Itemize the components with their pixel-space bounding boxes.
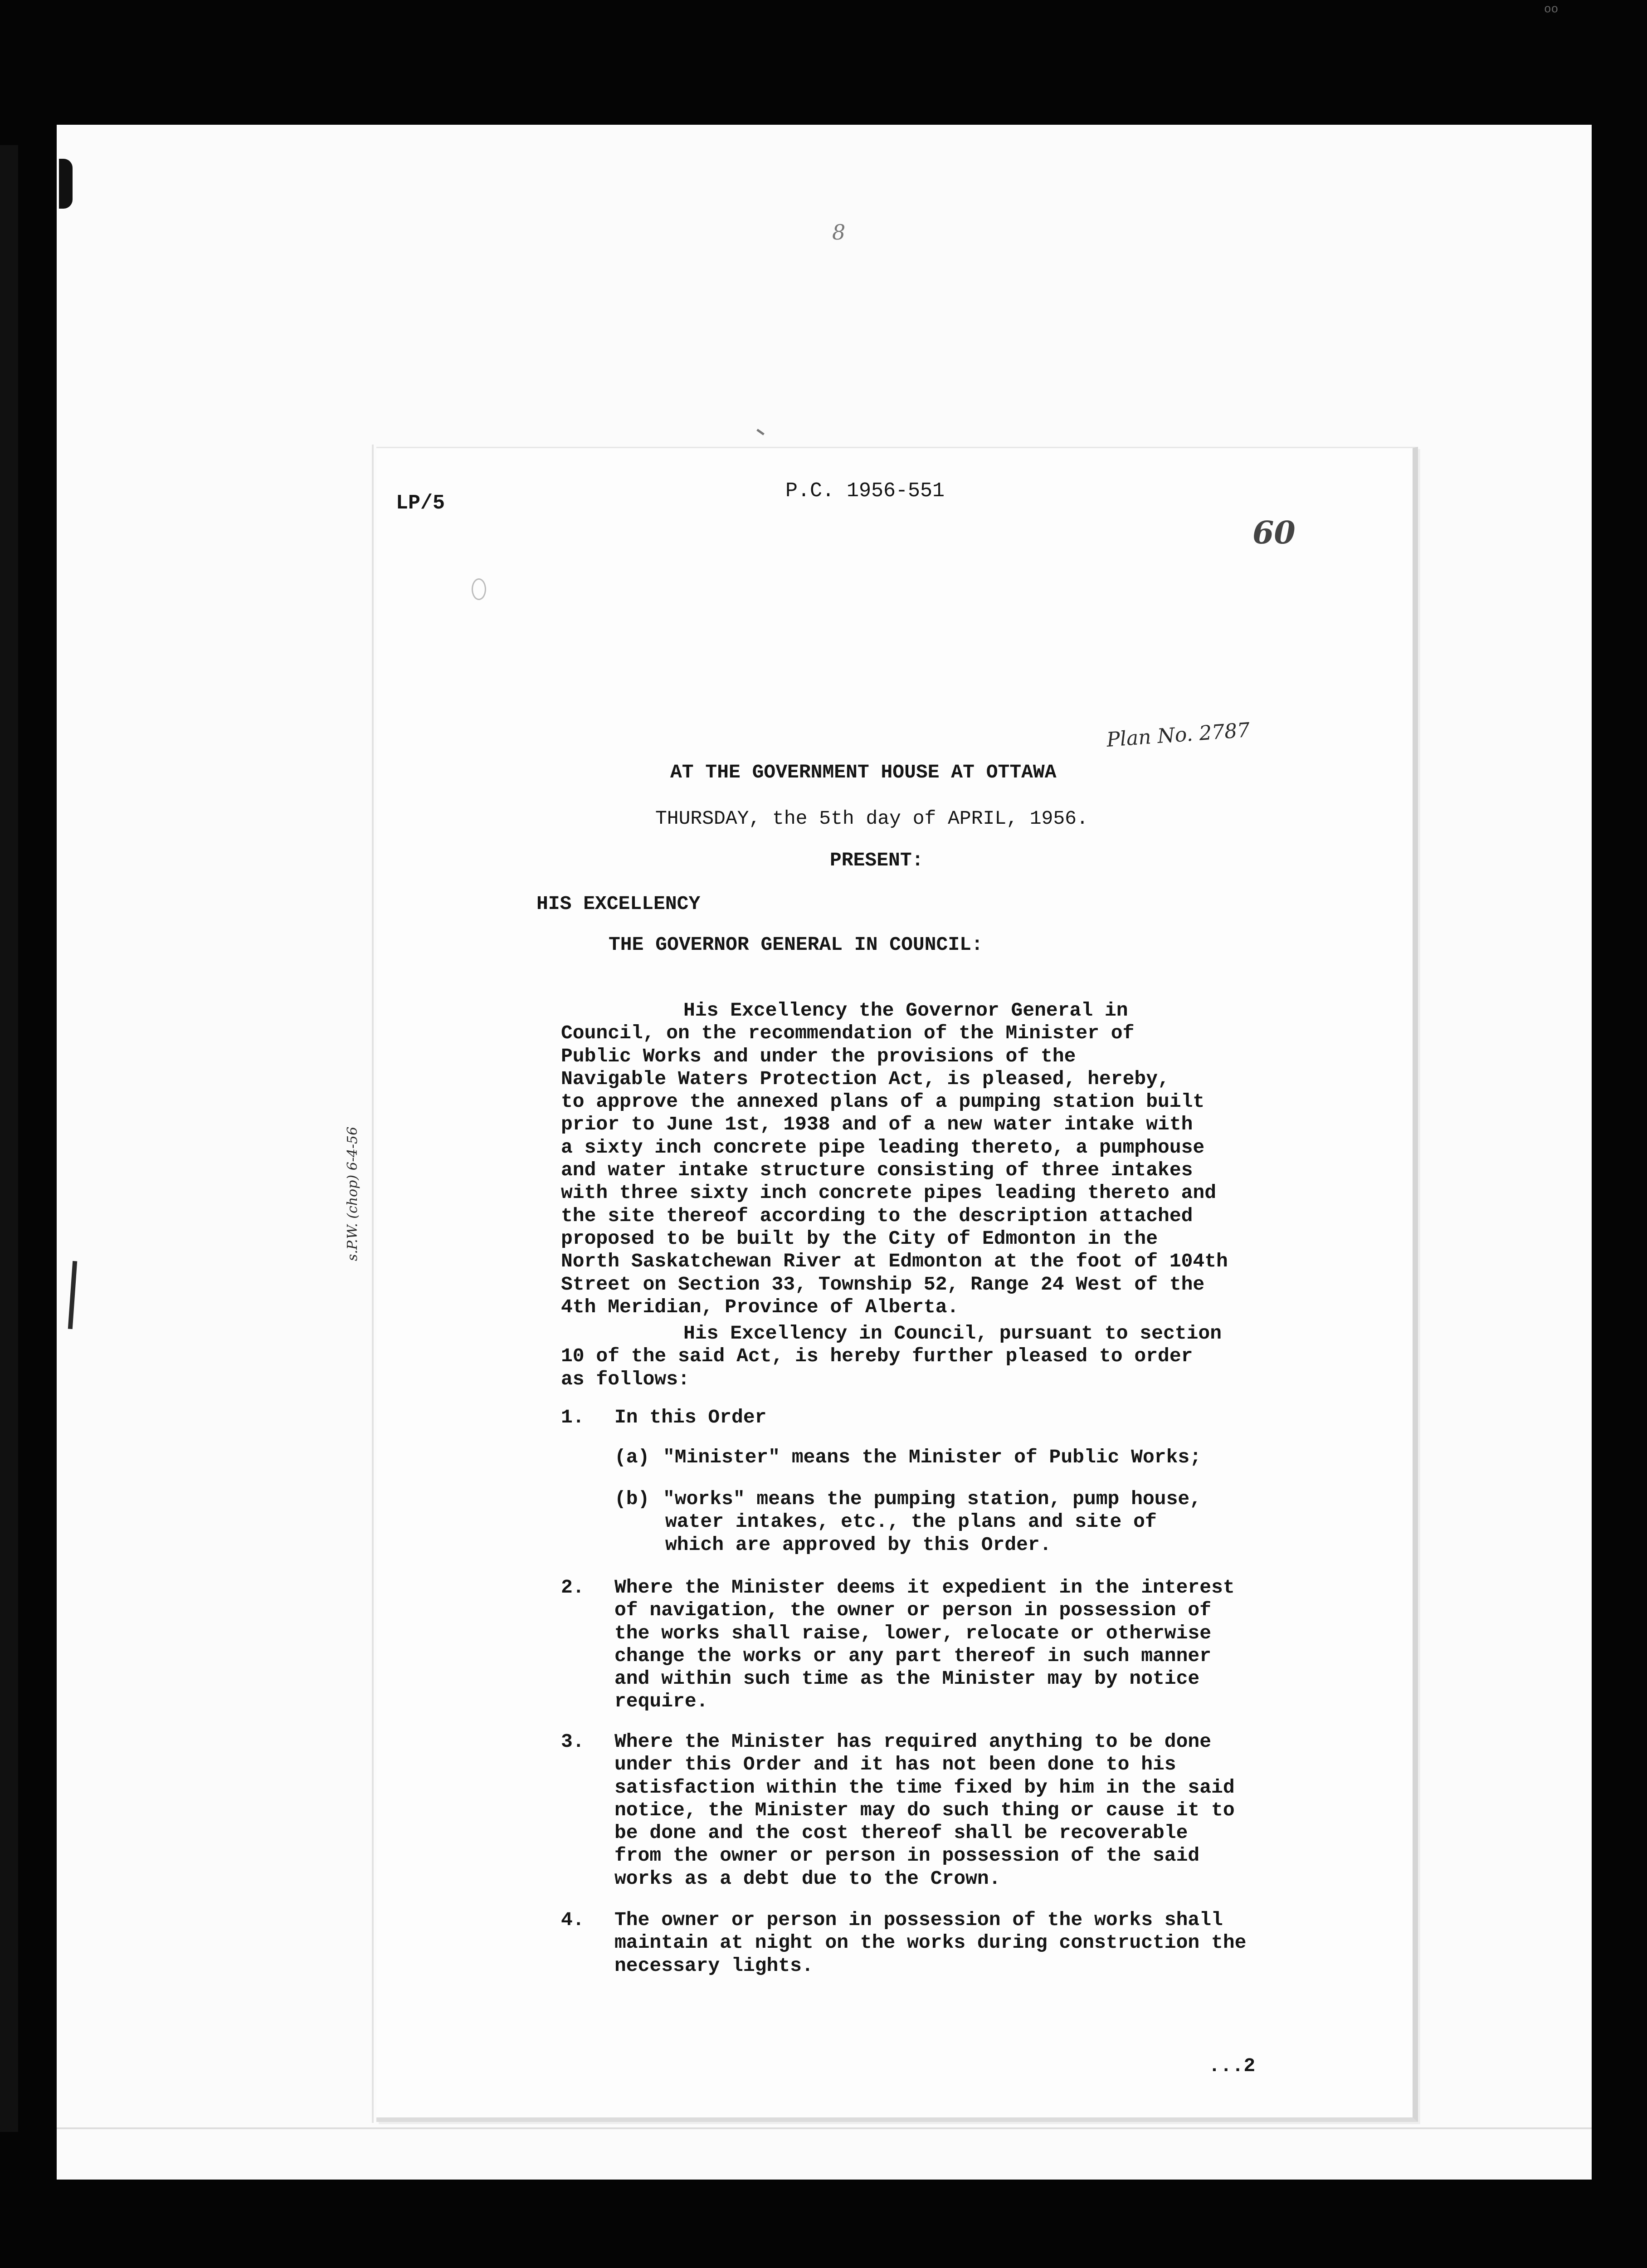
paragraph-line: North Saskatchewan River at Edmonton at the foot of 104th [561,1250,1228,1273]
subitem-line: which are approved by this Order. [665,1533,1052,1556]
page-edge-line [372,445,374,2123]
item-line: change the works or any part thereof in such manner [614,1644,1212,1667]
paragraph-line: His Excellency in Council, pursuant to section [683,1322,1222,1344]
recital-paragraph [561,999,1228,1319]
paragraph-line: Street on Section 33, Township 52, Range 24 West of the [561,1273,1205,1295]
item-line: works as a debt due to the Crown. [614,1867,1001,1890]
item-line: require. [614,1690,708,1713]
subitem-a-text [663,1446,1201,1469]
margin-handwritten-note: s.P.W. (chop) 6-4-56 [345,1126,361,1261]
paragraph-line: and water intake structure consisting of three intakes [561,1159,1193,1182]
file-code: LP/5 [396,492,445,515]
item-1-text [614,1406,766,1429]
item-line: the works shall raise, lower, relocate or otherwise [614,1622,1212,1644]
paragraph-line: proposed to be built by the City of Edmonton in the [561,1227,1158,1250]
paragraph-line: with three sixty inch concrete pipes leading thereto and [561,1182,1217,1204]
heading-council: THE GOVERNOR GENERAL IN COUNCIL: [609,934,983,956]
item-line: The owner or person in possession of the works shall [614,1909,1223,1931]
subitem-label: (a) [614,1446,650,1468]
item-line: notice, the Minister may do such thing or cause it to [614,1799,1235,1821]
plan-number-note: Plan No. 2787 [1106,719,1251,752]
item-line: be done and the cost thereof shall be recoverable [614,1822,1188,1844]
item-line: satisfaction within the time fixed by him in the said [614,1776,1235,1799]
binding-edge [0,145,18,2132]
sheet-bottom-edge [57,2127,1592,2129]
heading-present: PRESENT: [830,849,924,871]
subitem-label: (b) [614,1488,650,1510]
subitem-line: "Minister" means the Minister of Public Works; [663,1446,1201,1468]
item-line: In this Order [614,1406,767,1428]
paragraph-line: 10 of the said Act, is hereby further pleased to order [561,1345,1193,1368]
heading-date: THURSDAY, the 5th day of APRIL, 1956. [655,807,1088,830]
paragraph-line: Council, on the recommendation of the Minister of [561,1022,1135,1045]
paragraph-line: prior to June 1st, 1938 and of a new water intake with [561,1113,1193,1136]
page-stamp: 60 [1252,515,1296,551]
paragraph-line: the site thereof according to the description attached [561,1204,1193,1227]
item-line: necessary lights. [614,1954,814,1977]
heading-place: AT THE GOVERNMENT HOUSE AT OTTAWA [670,761,1057,783]
item-line: from the owner or person in possession of the said [614,1844,1200,1867]
binding-notch [59,159,73,209]
subitem-line: "works" means the pumping station, pump house, [663,1488,1201,1510]
paragraph-line: Navigable Waters Protection Act, is pleased, hereby, [561,1067,1169,1090]
continuation-marker: ...2 [1208,2055,1256,2077]
paragraph-line: a sixty inch concrete pipe leading thereto, a pumphouse [561,1136,1205,1158]
item-line: of navigation, the owner or person in possession of [614,1599,1212,1622]
paragraph-line: to approve the annexed plans of a pumping station built [561,1090,1205,1113]
item-line: maintain at night on the works during construction the [614,1931,1247,1954]
paragraph-line: Public Works and under the provisions of the [561,1045,1076,1067]
paragraph-line: His Excellency the Governor General in [683,999,1128,1022]
order-number: P.C. 1956-551 [785,479,945,503]
heading-excellency: HIS EXCELLENCY [536,893,701,915]
item-3-text [614,1730,1235,1890]
item-4-text [614,1909,1246,1977]
item-line: and within such time as the Minister may by notice [614,1667,1200,1690]
subitem-b-text [663,1488,1201,1556]
item-number: 3. [561,1730,585,1753]
item-line: under this Order and it has not been done to his [614,1753,1176,1776]
item-number: 4. [561,1909,585,1931]
item-number: 1. [561,1406,585,1428]
order-intro-paragraph [561,1322,1222,1391]
subitem-line: water intakes, etc., the plans and site of [665,1510,1157,1533]
faint-punch-mark [472,578,486,600]
corner-mark: οο [1544,2,1559,16]
item-line: Where the Minister has required anything to be done [614,1730,1212,1753]
item-2-text [614,1576,1235,1713]
paragraph-line: as follows: [561,1368,690,1390]
top-pencil-mark: 8 [832,220,846,244]
item-number: 2. [561,1576,585,1598]
paragraph-line: 4th Meridian, Province of Alberta. [561,1295,959,1318]
item-line: Where the Minister deems it expedient in the interest [614,1576,1235,1598]
